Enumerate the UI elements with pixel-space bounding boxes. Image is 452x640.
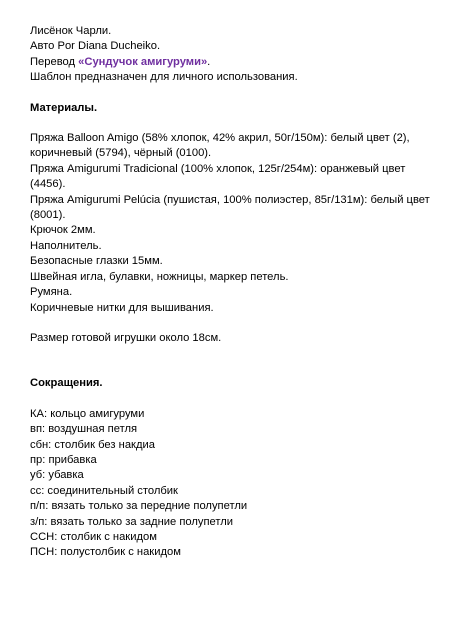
- translation-suffix: .: [207, 55, 211, 68]
- translation-prefix: Перевод: [30, 55, 79, 68]
- abbreviation-item: сбн: столбик без накдиа: [30, 438, 155, 451]
- translation-line: [30, 55, 430, 70]
- materials-item: Крючок 2мм.: [30, 224, 96, 237]
- spacer: [30, 86, 430, 101]
- title-line: Лисёнок Чарли.: [30, 25, 112, 37]
- materials-item: Румяна.: [30, 286, 73, 299]
- materials-item: Пряжа Amigurumi Pelúcia (пушистая, 100% полиэстер, 85г/131м): белый цвет (8001).: [30, 193, 430, 222]
- abbreviation-item: КА: кольцо амигуруми: [30, 407, 145, 420]
- abbreviation-item: вп: воздушная петля: [30, 423, 138, 436]
- spacer: [30, 346, 430, 376]
- translation-link[interactable]: «Сундучок амигуруми»: [78, 55, 208, 68]
- abbreviations-heading: Сокращения.: [30, 377, 103, 390]
- author-line: Авто Por Diana Ducheiko.: [30, 40, 161, 53]
- abbreviation-item: з/п: вязать только за задние полупетли: [30, 515, 234, 528]
- materials-item: Безопасные глазки 15мм.: [30, 255, 163, 268]
- document-content: [30, 24, 430, 561]
- spacer: [30, 392, 430, 407]
- size-note: Размер готовой игрушки около 18см.: [30, 331, 222, 344]
- abbreviation-item: сс: соединительный столбик: [30, 484, 178, 497]
- spacer: [30, 116, 430, 131]
- abbreviation-item: уб: убавка: [30, 469, 84, 482]
- abbreviation-item: п/п: вязать только за передние полупетли: [30, 500, 248, 513]
- materials-item: Наполнитель.: [30, 239, 102, 252]
- materials-item: Пряжа Amigurumi Tradicional (100% хлопок, 125г/254м): оранжевый цвет (4456).: [30, 162, 406, 191]
- materials-item: Швейная игла, булавки, ножницы, маркер петель.: [30, 270, 289, 283]
- spacer: [30, 316, 430, 331]
- abbreviation-item: ССН: столбик с накидом: [30, 530, 157, 543]
- materials-heading: Материалы.: [30, 101, 98, 114]
- abbreviation-item: пр: прибавка: [30, 453, 97, 466]
- materials-item: Пряжа Balloon Amigo (58% хлопок, 42% акрил, 50г/150м): белый цвет (2), коричневый (5794), чёрный (0100).: [30, 132, 410, 160]
- abbreviation-item: ПСН: полустолбик с накидом: [30, 546, 181, 559]
- usage-note: Шаблон предназначен для личного использования.: [30, 71, 298, 84]
- materials-item: Коричневые нитки для вышивания.: [30, 301, 214, 314]
